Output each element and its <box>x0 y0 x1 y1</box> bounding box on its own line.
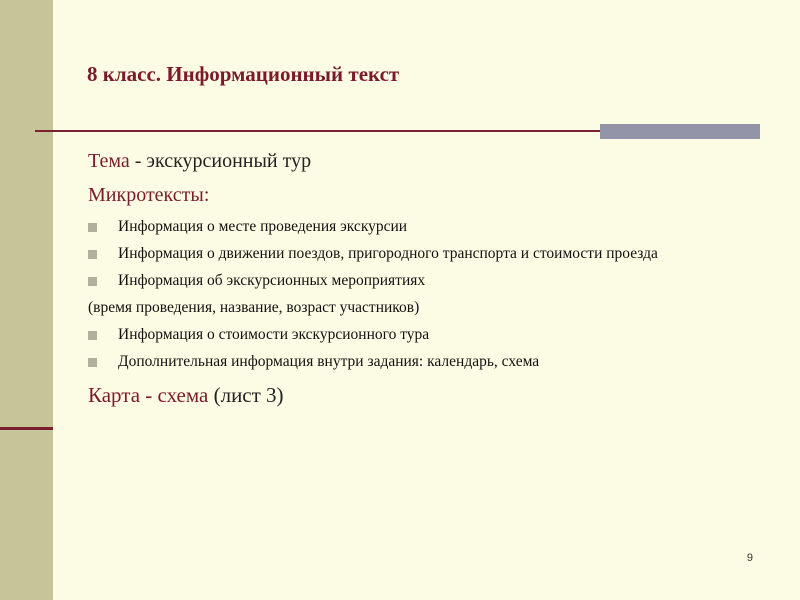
title-divider <box>35 130 600 132</box>
topic-text: - экскурсионный тур <box>129 150 312 172</box>
microtexts-heading: Микротексты: <box>88 184 210 206</box>
square-bullet-icon <box>88 358 97 367</box>
list-item-text: Информация о месте проведения экскурсии <box>118 218 408 235</box>
note-text: (время проведения, название, возраст участников) <box>88 299 420 316</box>
list-item <box>88 270 778 291</box>
map-line <box>88 380 778 410</box>
side-strip <box>0 0 53 600</box>
slide-title: 8 класс. Информационный текст <box>87 62 400 86</box>
list-item <box>88 243 778 264</box>
slide-content <box>88 148 778 410</box>
square-bullet-icon <box>88 277 97 286</box>
list-item-text: Информация о движении поездов, пригородного транспорта и стоимости проезда <box>118 245 658 262</box>
map-text: (лист 3) <box>208 383 284 407</box>
list-item <box>88 351 778 372</box>
square-bullet-icon <box>88 331 97 340</box>
side-strip-divider <box>0 427 53 430</box>
list-item-text: Дополнительная информация внутри задания: календарь, схема <box>118 353 540 370</box>
list-item-text: Информация об экскурсионных мероприятиях <box>118 272 426 289</box>
square-bullet-icon <box>88 223 97 232</box>
square-bullet-icon <box>88 250 97 259</box>
page-number: 9 <box>746 552 753 564</box>
map-label: Карта - схема <box>88 383 209 407</box>
list-item-text: Информация о стоимости экскурсионного тура <box>118 326 430 343</box>
topic-line <box>88 148 778 174</box>
bullet-list-a <box>88 216 778 291</box>
title-divider-block <box>600 124 760 139</box>
list-item <box>88 216 778 237</box>
bullet-list-b <box>88 324 778 372</box>
list-item <box>88 324 778 345</box>
topic-label: Тема <box>88 150 130 172</box>
